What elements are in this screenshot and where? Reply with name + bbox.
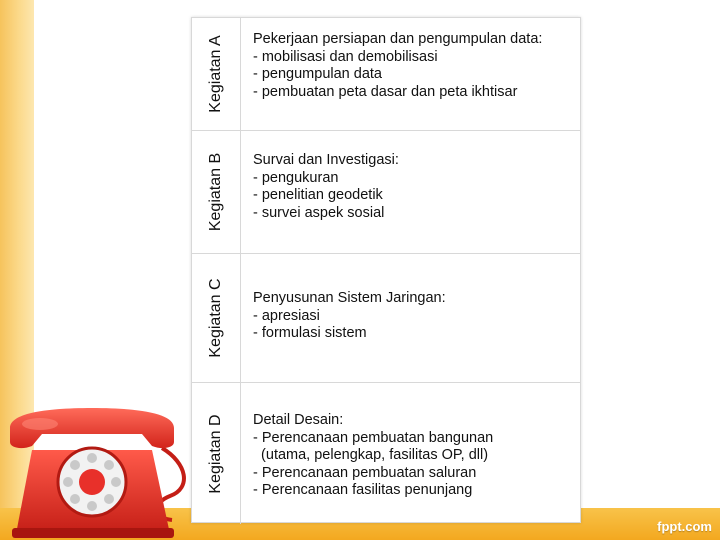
activity-item: - survei aspek sosial bbox=[253, 204, 385, 221]
activity-item: - pengukuran bbox=[253, 169, 339, 186]
activity-item: (utama, pelengkap, fasilitas OP, dll) bbox=[253, 447, 489, 463]
activity-title: Penyusunan Sistem Jaringan: bbox=[253, 290, 446, 306]
activity-item: - mobilisasi dan demobilisasi bbox=[253, 48, 438, 65]
activity-item: - Perencanaan fasilitas penunjang bbox=[253, 482, 473, 498]
activity-side bbox=[192, 131, 241, 253]
activity-item: - pengumpulan data bbox=[253, 66, 382, 82]
activity-row-a bbox=[192, 18, 580, 131]
activity-row-d bbox=[192, 383, 580, 524]
activity-item: - pembuatan peta dasar dan peta ikhtisar bbox=[253, 83, 518, 100]
activity-title: Detail Desain: bbox=[253, 412, 344, 428]
activity-item: - Perencanaan pembuatan bangunan bbox=[253, 429, 494, 446]
activity-side bbox=[192, 254, 241, 382]
activity-table bbox=[191, 17, 581, 523]
activity-item: - apresiasi bbox=[253, 307, 320, 324]
activity-row-c bbox=[192, 254, 580, 383]
activity-item: - penelitian geodetik bbox=[253, 187, 383, 203]
activity-item: - formulasi sistem bbox=[253, 325, 367, 341]
activity-content bbox=[253, 412, 574, 500]
activity-side bbox=[192, 383, 241, 524]
activity-label: Kegiatan C bbox=[207, 278, 224, 358]
activity-content bbox=[253, 290, 574, 343]
activity-row-b bbox=[192, 131, 580, 254]
activity-label: Kegiatan D bbox=[207, 413, 224, 494]
activity-label: Kegiatan B bbox=[207, 152, 224, 232]
activity-item: - Perencanaan pembuatan saluran bbox=[253, 464, 477, 481]
activity-content bbox=[253, 152, 574, 222]
activity-label: Kegiatan A bbox=[207, 35, 224, 113]
activity-title: Pekerjaan persiapan dan pengumpulan data: bbox=[253, 31, 543, 47]
footer-brand: fppt.com bbox=[657, 519, 712, 534]
activity-title: Survai dan Investigasi: bbox=[253, 152, 399, 168]
activity-content bbox=[253, 31, 574, 101]
rotary-telephone-icon bbox=[2, 408, 192, 540]
activity-side bbox=[192, 18, 241, 130]
